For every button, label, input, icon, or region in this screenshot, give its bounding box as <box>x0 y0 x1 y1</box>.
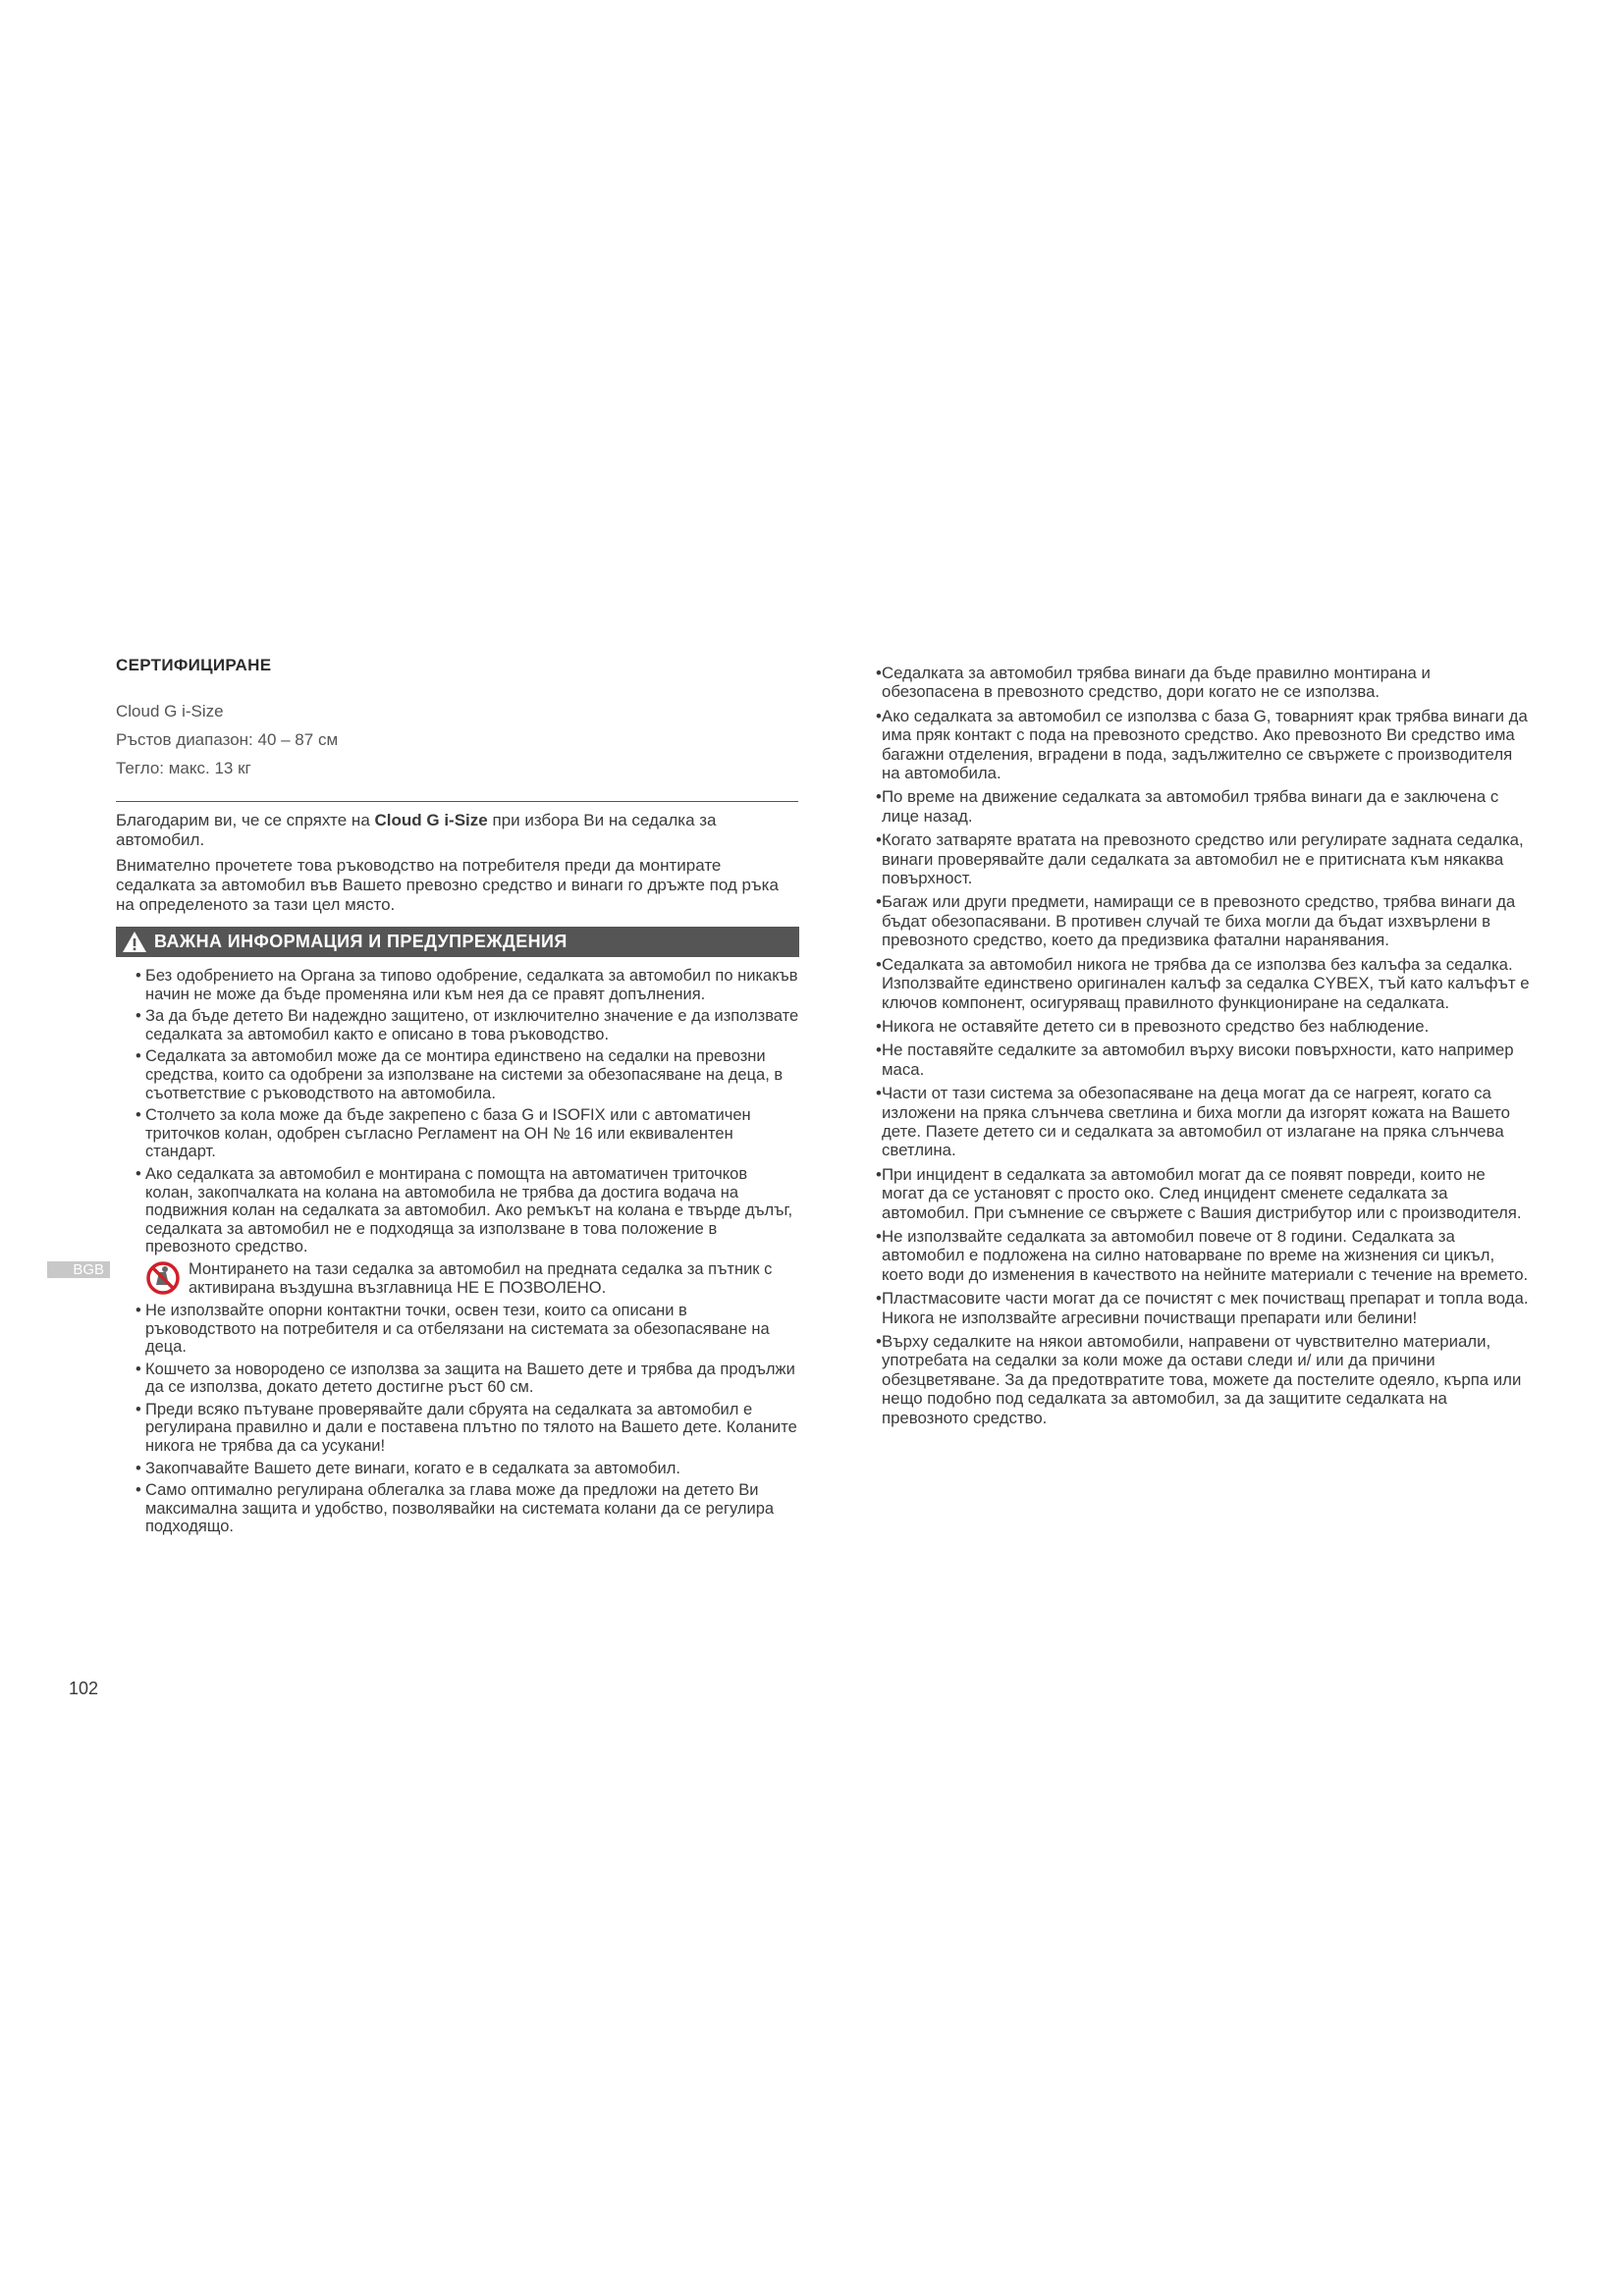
list-item: • Кошчето за новородено се използва за защита на Вашето дете и трябва да продължи да се използва, докато детето достигне ръст 60 см. <box>145 1361 799 1397</box>
weight-limit: Тегло: макс. 13 кг <box>116 759 251 777</box>
page-number: 102 <box>69 1679 99 1698</box>
warning-list-left <box>116 967 799 1256</box>
warning-list-right <box>878 664 1530 1427</box>
intro <box>116 811 799 915</box>
list-item: • Никога не оставяйте детето си в превозното средство без наблюдение. <box>882 1017 1530 1036</box>
list-item: • Върху седалките на някои автомобили, направени от чувствително материали, употребата на седалки за коли може да остави следи и/ или да причини обезцветяване. За да предотвратите това, можете да постелите одеяло, кърпа или нещо подобно под седалката за автомобил, за да защитите седалката на превозното средство. <box>882 1332 1530 1427</box>
product-name: Cloud G i-Size <box>116 702 224 721</box>
warning-triangle-icon <box>122 931 147 953</box>
list-item: • Само оптимално регулирана облегалка за глава може да предложи на детето Ви максимална защита и удобство, позволявайки на системата колани да се регулира подходящо. <box>145 1481 799 1536</box>
intro-thanks-after: при избора Ви на седалка за автомобил. <box>116 811 717 849</box>
list-item: • Не използвайте опорни контактни точки, освен тези, които са описани в ръководството на потребителя и са отбелязани на системата за обезопасяване на деца. <box>145 1302 799 1357</box>
list-item: • По време на движение седалката за автомобил трябва винаги да е заключена с лице назад. <box>882 787 1530 826</box>
intro-product-bold: Cloud G i-Size <box>374 811 488 829</box>
certification-heading: СЕРТИФИЦИРАНЕ <box>116 656 272 674</box>
list-item: • Когато затваряте вратата на превозното средство или регулирате задната седалка, винаги проверявайте дали седалката за автомобил не е притисната към някаква повърхност. <box>882 830 1530 887</box>
warning-title: ВАЖНА ИНФОРМАЦИЯ И ПРЕДУПРЕЖДЕНИЯ <box>154 932 568 951</box>
list-item: • Ако седалката за автомобил е монтирана с помощта на автоматичен триточков колан, закопчалката на колана на автомобила не трябва да достига водача на подвижния колан на седалката за автомобил. Ако ремъкът на колана е твърде дълъг, седалката за автомобил не е подходяща за използване в това положение в превозното средство. <box>145 1165 799 1256</box>
warning-banner <box>116 927 799 957</box>
list-item: • Седалката за автомобил никога не трябва да се използва без калъфа за седалка. Използвайте единствено оригинален калъф за седалка CYBEX, тъй като калъфът е ключов компонент, осигуряващ правилното функциониране на седалката. <box>882 955 1530 1012</box>
list-item: • За да бъде детето Ви надеждно защитено, от изключително значение е да използвате седалката за автомобил както е описано в това ръководство. <box>145 1007 799 1043</box>
intro-thanks <box>116 811 799 850</box>
list-item: • Пластмасовите части могат да се почистят с мек почистващ препарат и топла вода. Никога не използвайте агресивни почистващи препарати или белини! <box>882 1289 1530 1327</box>
airbag-warning-text: Монтирането на тази седалка за автомобил на предната седалка за пътник с активирана въздушна възглавница НЕ Е ПОЗВОЛЕНО. <box>189 1259 773 1297</box>
certification-specs <box>116 697 799 782</box>
height-range: Ръстов диапазон: 40 – 87 см <box>116 730 339 749</box>
list-item: • Преди всяко пътуване проверявайте дали сбруята на седалката за автомобил е регулирана правилно и дали е поставена плътно по тялото на Вашето дете. Коланите никога не трябва да са усукани! <box>145 1401 799 1456</box>
divider <box>116 801 798 802</box>
list-item: • Столчето за кола може да бъде закрепено с база G и ISOFIX или с автоматичен триточков колан, одобрен съгласно Регламент на ОН № 16 или еквивалентен стандарт. <box>145 1106 799 1161</box>
intro-thanks-before: Благодарим ви, че се спряхте на <box>116 811 375 829</box>
no-airbag-icon <box>145 1260 181 1301</box>
list-item: • При инцидент в седалката за автомобил могат да се появят повреди, които не могат да се установят с просто око. След инцидент сменете седалката за автомобил. При съмнение се свържете с Вашия дистрибутор или с производителя. <box>882 1165 1530 1222</box>
intro-read-manual: Внимателно прочетете това ръководство на потребителя преди да монтирате седалката за автомобил във Вашето превозно средство и винаги го дръжте под ръка на определеното за тази цел място. <box>116 856 779 914</box>
right-column <box>878 664 1530 1432</box>
list-item: • Не използвайте седалката за автомобил повече от 8 години. Седалката за автомобил е подложена на силно натоварване по време на жизнения си цикъл, което води до изменения в качеството на нейните материали с течение на времето. <box>882 1227 1530 1284</box>
list-item: • Не поставяйте седалките за автомобил върху високи повърхности, като например маса. <box>882 1041 1530 1079</box>
language-tab: BGB <box>47 1261 110 1278</box>
list-item: • Ако седалката за автомобил се използва с база G, товарният крак трябва винаги да има пряк контакт с пода на превозното средство. Ако превозното Ви средство има багажни отделения, вградени в пода, задължително се свържете с производителя на автомобила. <box>882 707 1530 783</box>
list-item: • Без одобрението на Органа за типово одобрение, седалката за автомобил по никакъв начин не може да бъде променяна или към нея да се правят допълнения. <box>145 967 799 1003</box>
list-item: • Закопчавайте Вашето дете винаги, когато е в седалката за автомобил. <box>145 1460 799 1478</box>
airbag-warning <box>145 1260 799 1298</box>
list-item: • Багаж или други предмети, намиращи се в превозното средство, трябва винаги да бъдат обезопасявани. В противен случай те биха могли да бъдат изхвърлени в превозното средство, което да предизвика фатални наранявания. <box>882 892 1530 949</box>
left-column <box>116 656 799 1540</box>
warning-list-left-2 <box>116 1302 799 1536</box>
list-item: • Части от тази система за обезопасяване на деца могат да се нагреят, когато са изложени на пряка слънчева светлина и биха могли да изгорят кожата на Вашето дете. Пазете детето си и седалката за автомобил от излагане на пряка слънчева светлина. <box>882 1084 1530 1160</box>
list-item: • Седалката за автомобил може да се монтира единствено на седалки на превозни средства, които са одобрени за използване на системи за обезопасяване на деца, в съответствие с ръководството на автомобила. <box>145 1047 799 1102</box>
list-item: • Седалката за автомобил трябва винаги да бъде правилно монтирана и обезопасена в превозното средство, дори когато не се използва. <box>882 664 1530 702</box>
